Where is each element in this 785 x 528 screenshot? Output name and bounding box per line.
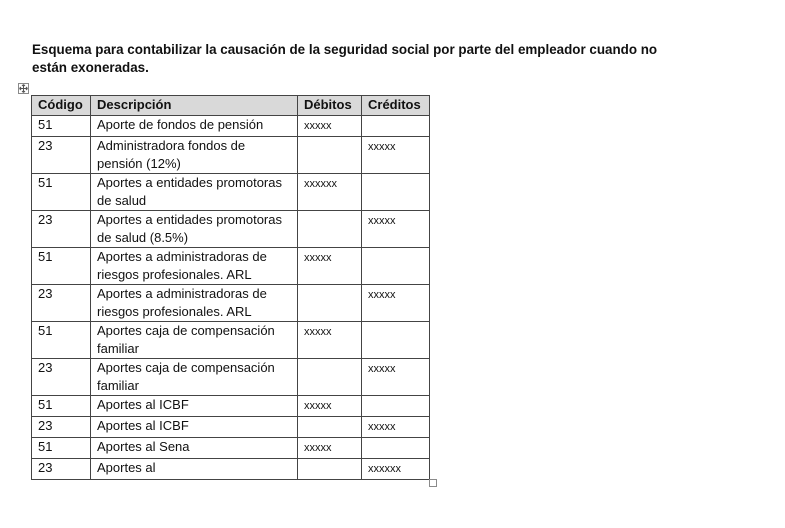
- cell-codigo[interactable]: 51: [32, 174, 91, 211]
- cell-descripcion[interactable]: Aportes a entidades promotoras de salud (8.5%): [91, 211, 298, 248]
- cell-creditos[interactable]: [362, 438, 430, 459]
- cell-creditos[interactable]: xxxxxx: [362, 459, 430, 480]
- cell-descripcion[interactable]: Aportes a entidades promotoras de salud: [91, 174, 298, 211]
- cell-debitos[interactable]: xxxxx: [298, 248, 362, 285]
- cell-codigo[interactable]: 23: [32, 211, 91, 248]
- table-row: [32, 417, 430, 438]
- table-row: [32, 137, 430, 174]
- header-debitos: Débitos: [298, 96, 362, 116]
- cell-codigo[interactable]: 51: [32, 248, 91, 285]
- cell-debitos[interactable]: [298, 417, 362, 438]
- cell-debitos[interactable]: [298, 359, 362, 396]
- cell-descripcion[interactable]: Aportes caja de compensación familiar: [91, 359, 298, 396]
- cell-debitos[interactable]: [298, 211, 362, 248]
- header-codigo: Código: [32, 96, 91, 116]
- cell-codigo[interactable]: 23: [32, 459, 91, 480]
- cell-debitos[interactable]: [298, 459, 362, 480]
- table-header-row: [32, 96, 430, 116]
- table-row: [32, 285, 430, 322]
- table-row: [32, 322, 430, 359]
- cell-codigo[interactable]: 51: [32, 396, 91, 417]
- table-row: [32, 116, 430, 137]
- cell-descripcion[interactable]: Aportes a administradoras de riesgos profesionales. ARL: [91, 285, 298, 322]
- cell-debitos[interactable]: [298, 137, 362, 174]
- cell-creditos[interactable]: [362, 248, 430, 285]
- cell-descripcion[interactable]: Aportes al ICBF: [91, 417, 298, 438]
- cell-descripcion[interactable]: Aportes al: [91, 459, 298, 480]
- cell-creditos[interactable]: xxxxx: [362, 417, 430, 438]
- header-descripcion: Descripción: [91, 96, 298, 116]
- cell-creditos[interactable]: xxxxx: [362, 137, 430, 174]
- cell-codigo[interactable]: 51: [32, 322, 91, 359]
- cell-creditos[interactable]: [362, 174, 430, 211]
- table-move-handle-icon[interactable]: [18, 83, 29, 94]
- cell-codigo[interactable]: 23: [32, 137, 91, 174]
- table-row: [32, 359, 430, 396]
- cell-descripcion[interactable]: Aportes caja de compensación familiar: [91, 322, 298, 359]
- cell-descripcion[interactable]: Aportes a administradoras de riesgos profesionales. ARL: [91, 248, 298, 285]
- cell-creditos[interactable]: [362, 396, 430, 417]
- cell-descripcion[interactable]: Aporte de fondos de pensión: [91, 116, 298, 137]
- cell-debitos[interactable]: xxxxxx: [298, 174, 362, 211]
- header-creditos: Créditos: [362, 96, 430, 116]
- document-heading: Esquema para contabilizar la causación de la seguridad social por parte del empleador cuando no están exoneradas.: [32, 42, 658, 75]
- cell-codigo[interactable]: 23: [32, 417, 91, 438]
- cell-creditos[interactable]: xxxxx: [362, 285, 430, 322]
- cell-descripcion[interactable]: Aportes al ICBF: [91, 396, 298, 417]
- cell-debitos[interactable]: xxxxx: [298, 322, 362, 359]
- cell-codigo[interactable]: 51: [32, 438, 91, 459]
- cell-creditos[interactable]: [362, 116, 430, 137]
- cell-codigo[interactable]: 23: [32, 359, 91, 396]
- table-row: [32, 438, 430, 459]
- table-row: [32, 248, 430, 285]
- cell-debitos[interactable]: [298, 285, 362, 322]
- table-row: [32, 396, 430, 417]
- cell-debitos[interactable]: xxxxx: [298, 438, 362, 459]
- table-row: [32, 459, 430, 480]
- accounting-table: [31, 95, 430, 480]
- table-row: [32, 211, 430, 248]
- cell-codigo[interactable]: 23: [32, 285, 91, 322]
- cell-creditos[interactable]: xxxxx: [362, 211, 430, 248]
- cell-debitos[interactable]: xxxxx: [298, 396, 362, 417]
- cell-descripcion[interactable]: Administradora fondos de pensión (12%): [91, 137, 298, 174]
- cell-descripcion[interactable]: Aportes al Sena: [91, 438, 298, 459]
- cell-creditos[interactable]: xxxxx: [362, 359, 430, 396]
- cell-creditos[interactable]: [362, 322, 430, 359]
- table-resize-handle-icon[interactable]: [429, 479, 437, 487]
- table-row: [32, 174, 430, 211]
- cell-debitos[interactable]: xxxxx: [298, 116, 362, 137]
- cell-codigo[interactable]: 51: [32, 116, 91, 137]
